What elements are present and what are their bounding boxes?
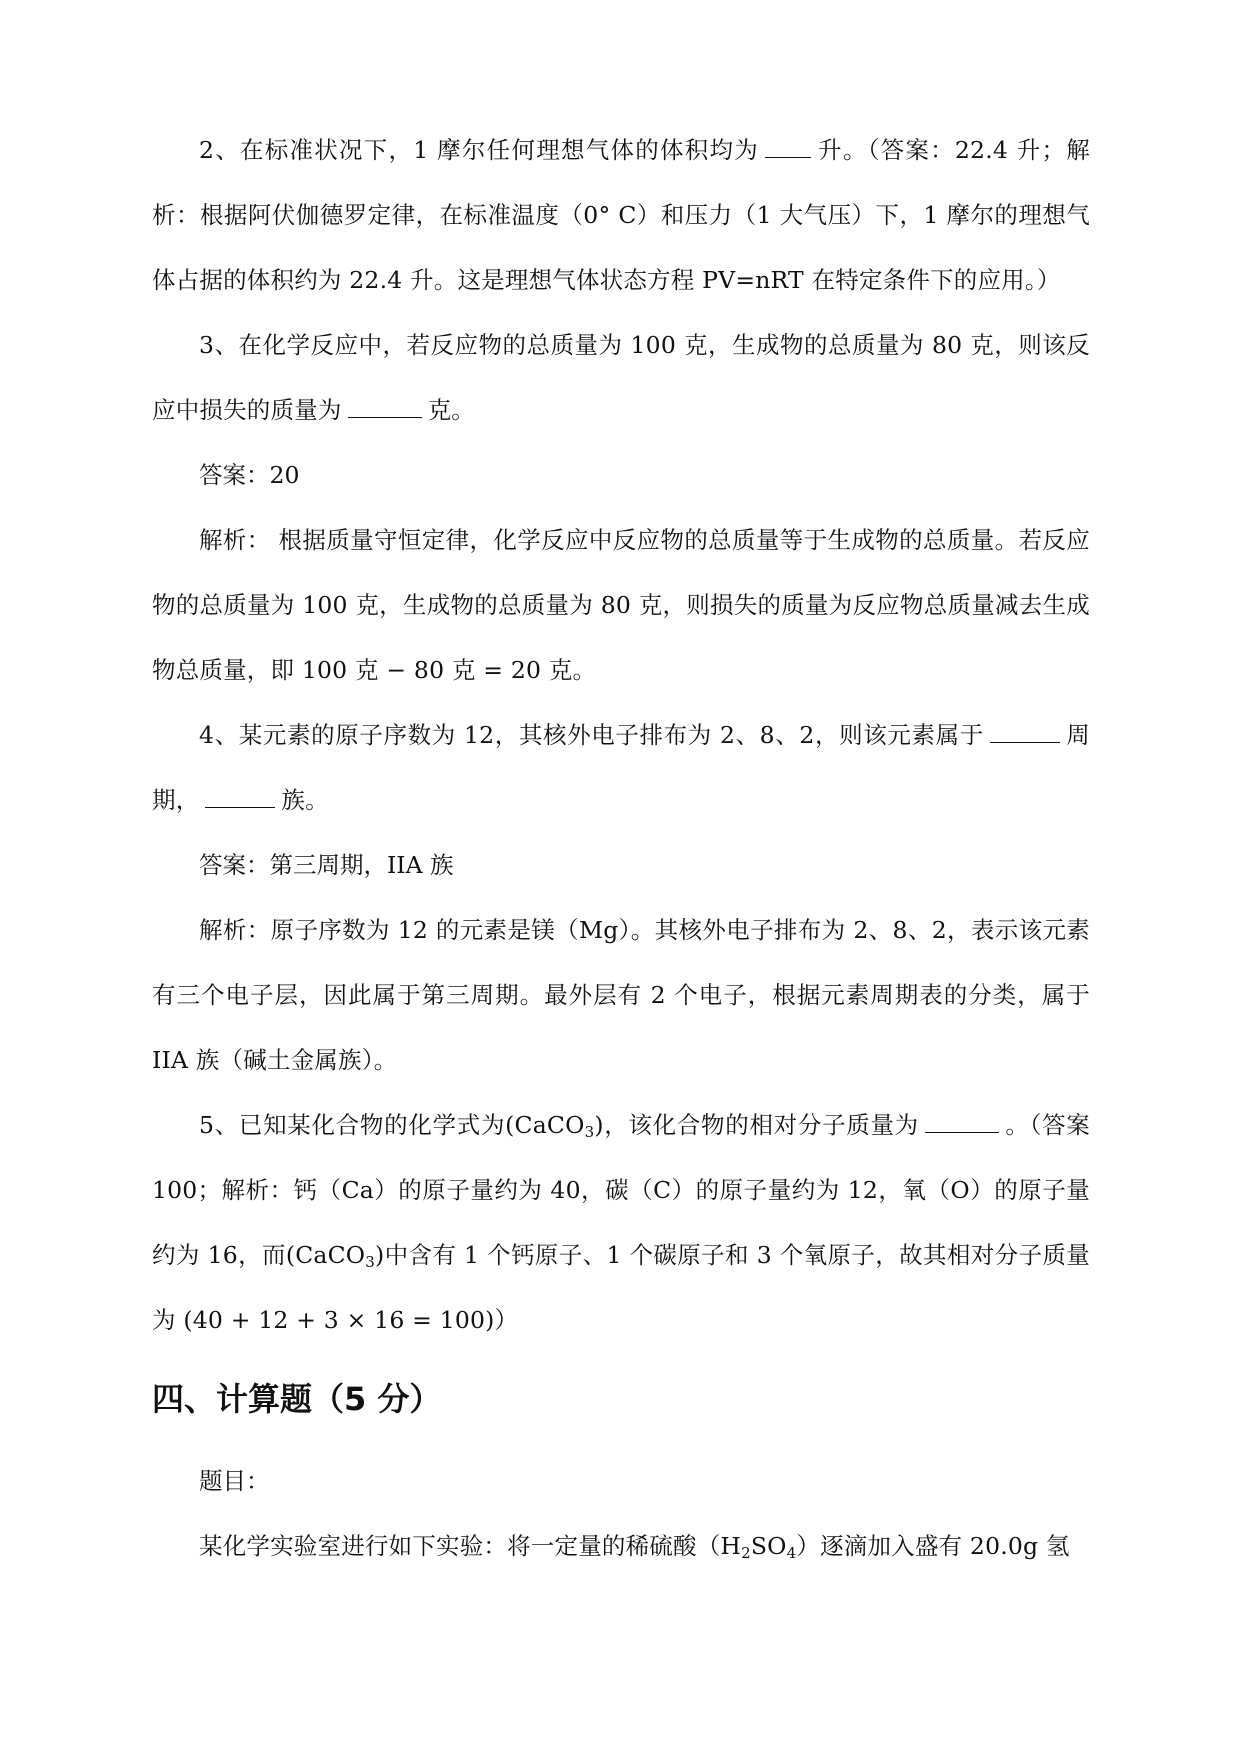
section-heading: 四、计算题（5 分）	[152, 1380, 442, 1418]
q5-text-end: 中含有 1 个钙原子、1 个碳原子和 3 个氧原子，故其相对分子质量为 (40 + 12 + 3 × 16 = 100)）	[152, 1241, 1090, 1334]
q4-group-blank	[205, 785, 275, 808]
q2-answer-blank	[765, 135, 811, 158]
q5-formula-1: (CaCO$_3$)	[505, 1111, 604, 1141]
question-4	[152, 703, 1090, 833]
q4-text-after: 族。	[281, 786, 329, 814]
problem-label: 题目：	[199, 1467, 270, 1495]
q5-text-after-blank: 。（答案 100；解析：钙（Ca）的原子量约为 40，碳（C）的原子量约为 12，氧（O）的原子量约为 16，而	[152, 1111, 1090, 1269]
q4-analysis: 解析：原子序数为 12 的元素是镁（Mg）。其核外电子排布为 2、8、2，表示该元素有三个电子层，因此属于第三周期。最外层有 2 个电子，根据元素周期表的分类，属于 IIA 族（碱土金属族）。	[152, 916, 1090, 1074]
question-3	[152, 313, 1090, 443]
q3-analysis: 解析： 根据质量守恒定律，化学反应中反应物的总质量等于生成物的总质量。若反应物的总质量为 100 克，生成物的总质量为 80 克，则损失的质量为反应物总质量减去生成物总质量，即 100 克 − 80 克 = 20 克。	[152, 526, 1090, 684]
q3-answer-blank	[348, 395, 422, 418]
q4-answer: 答案：第三周期，IIA 族	[199, 851, 454, 879]
q4-period-blank	[990, 720, 1060, 743]
problem-text: 某化学实验室进行如下实验：将一定量的稀硫酸$(H_2SO_4)$逐滴加入盛有 20.0g 氢	[199, 1532, 1070, 1562]
question-5	[152, 1093, 1090, 1353]
q2-text-after: 升。（答案：22.4 升；解析：根据阿伏伽德罗定律，在标准温度（0° C）和压力（1 大气压）下，1 摩尔的理想气体占据的体积约为 22.4 升。这是理想气体状态方程 PV=nRT 在特定条件下的应用。）	[152, 136, 1090, 294]
q4-text-before: 4、某元素的原子序数为 12，其核外电子排布为 2、8、2，则该元素属于	[199, 721, 984, 749]
q5-formula-2: (CaCO$_3$)	[285, 1241, 385, 1271]
document-page	[152, 0, 1090, 1754]
q2-text-before: 2、在标准状况下，1 摩尔任何理想气体的体积均为	[199, 136, 760, 164]
q3-text-after: 克。	[427, 396, 476, 424]
q5-text-mid: ，该化合物的相对分子质量为	[603, 1111, 919, 1139]
q4-text-between: 周期，	[152, 721, 1090, 814]
q3-text-before: 3、在化学反应中，若反应物的总质量为 100 克，生成物的总质量为 80 克，则该反应中损失的质量为	[152, 331, 1090, 424]
q3-answer: 答案：20	[199, 461, 300, 489]
q5-text-before: 5、已知某化合物的化学式为	[199, 1111, 506, 1139]
question-2	[152, 118, 1090, 313]
q5-answer-blank	[925, 1110, 999, 1133]
